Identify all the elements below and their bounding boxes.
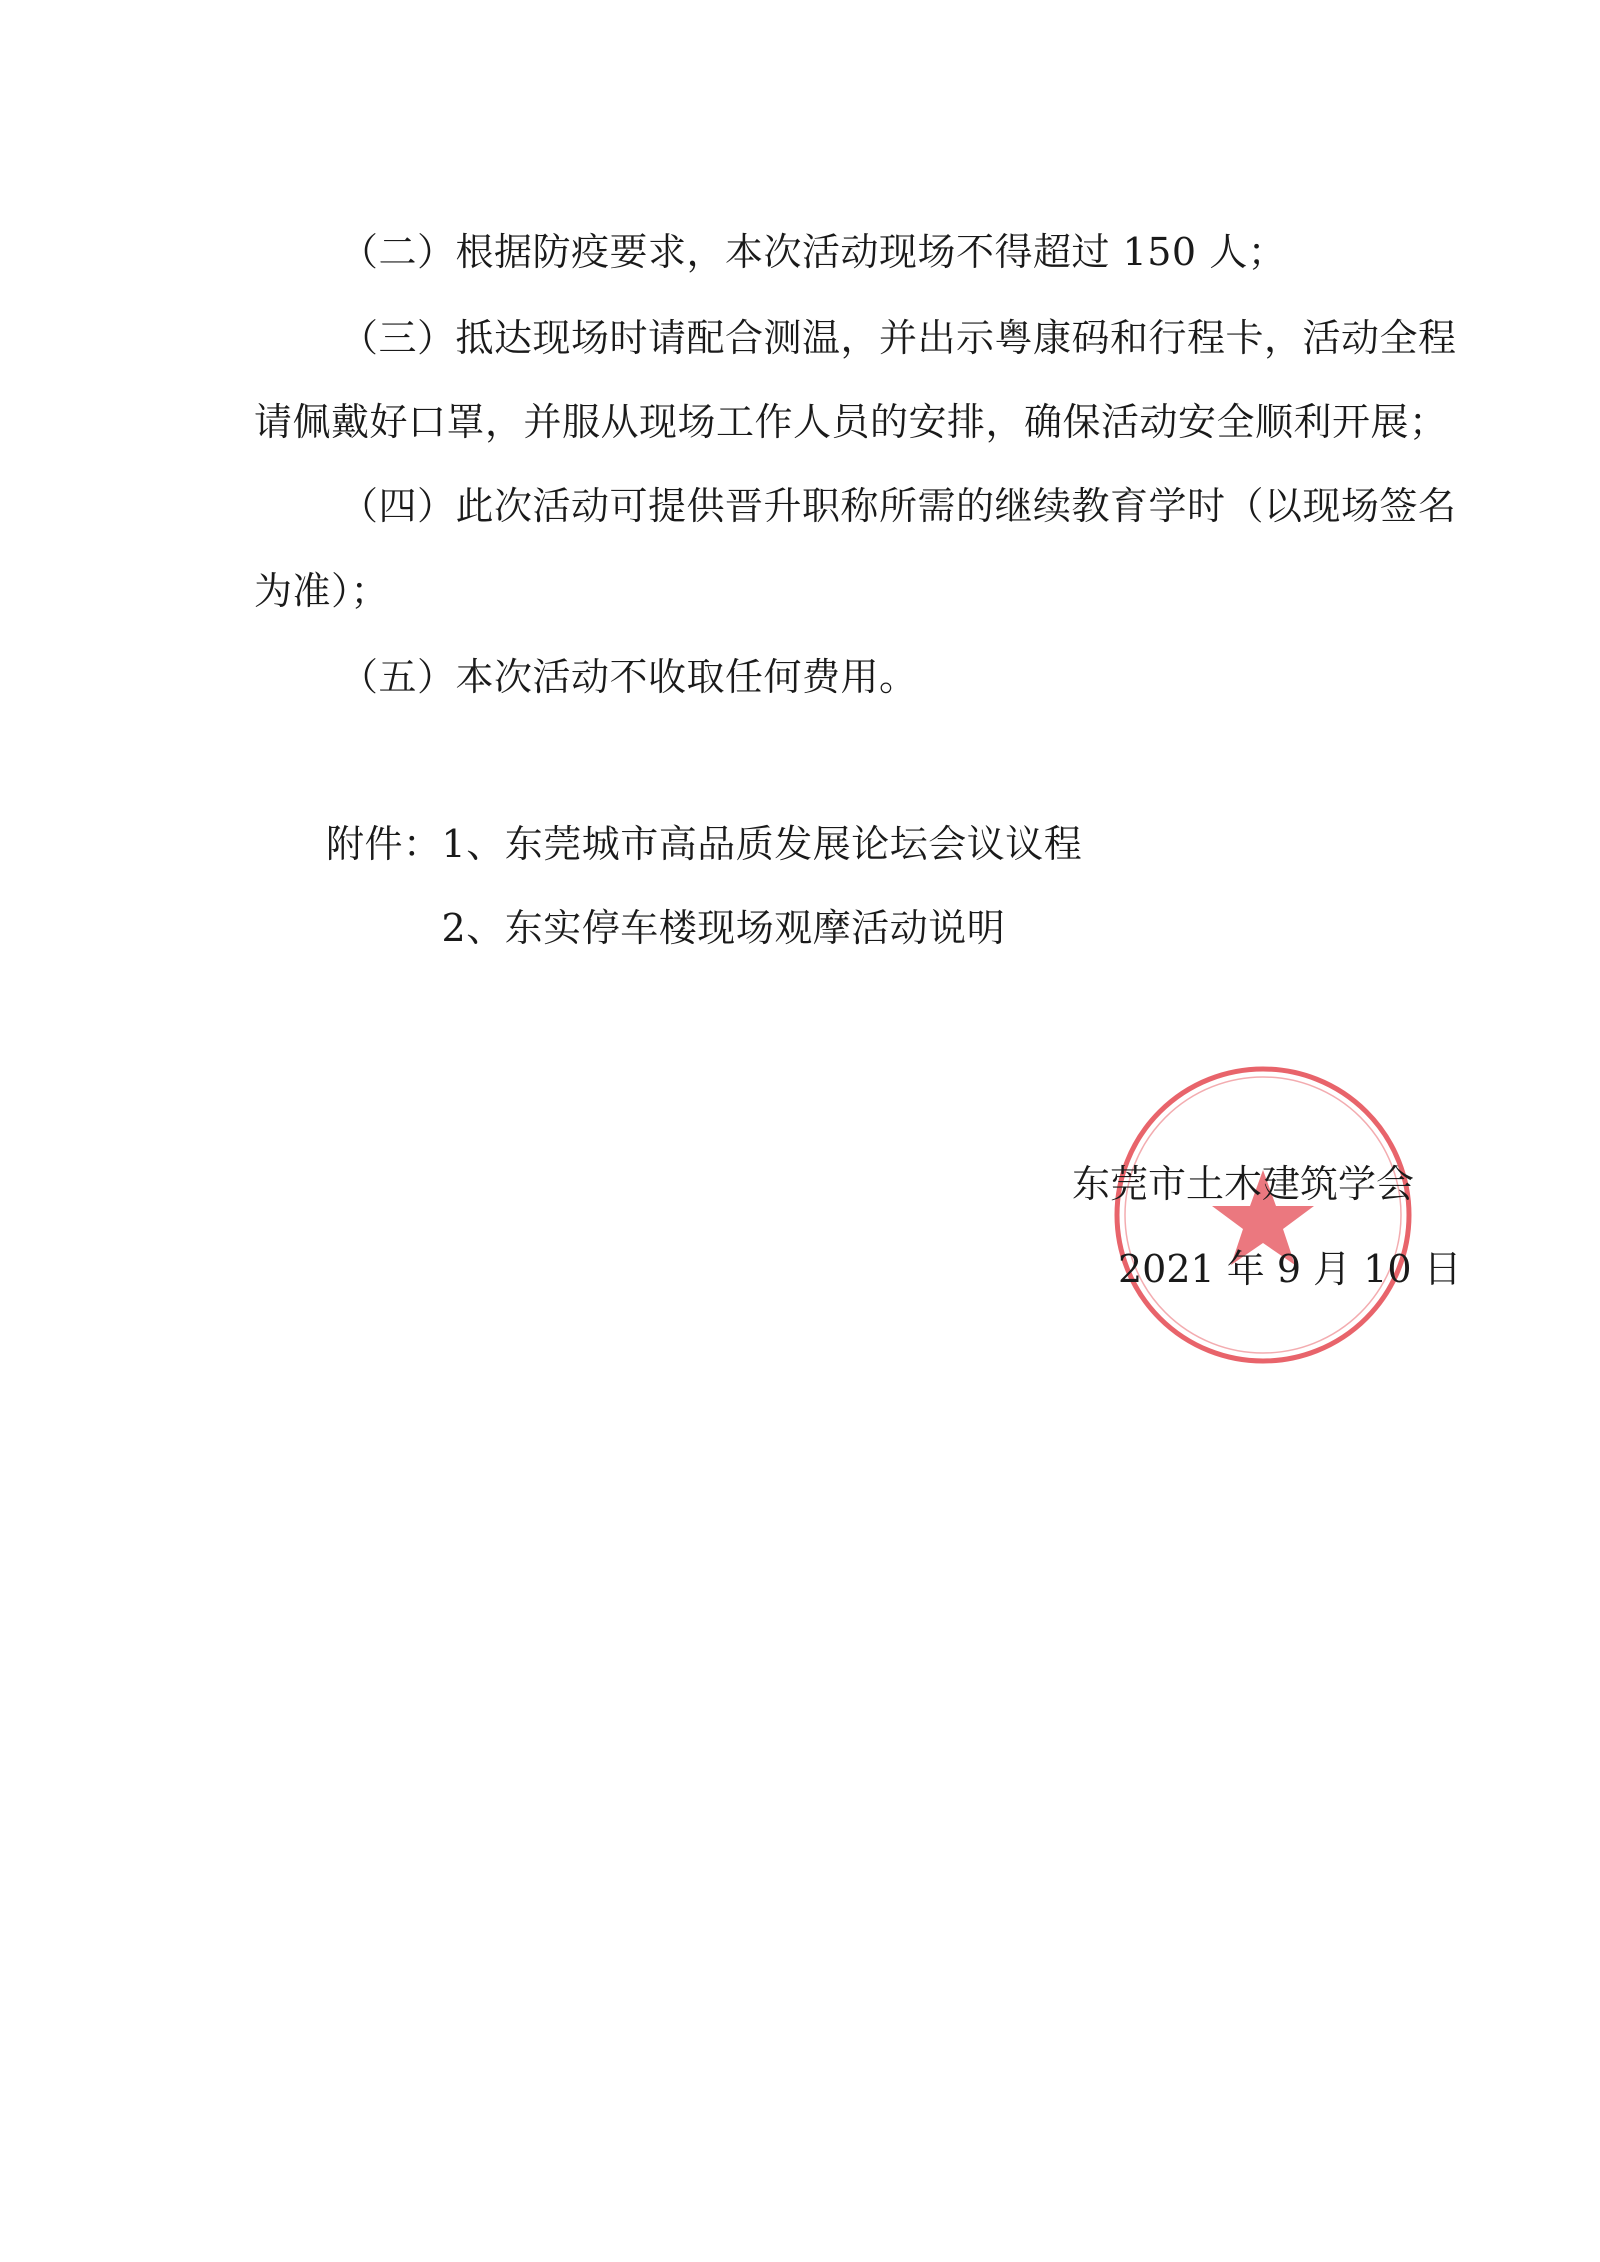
official-seal bbox=[1108, 1060, 1418, 1370]
attachment-row-1 bbox=[326, 821, 1082, 867]
attachments-label: 附件： bbox=[326, 822, 442, 866]
item-4-line-1: （四）此次活动可提供晋升职称所需的继续教育学时（以现场签名 bbox=[340, 484, 1457, 528]
item-3-line-2: 请佩戴好口罩，并服从现场工作人员的安排，确保活动安全顺利开展； bbox=[254, 400, 1448, 444]
item-2: （二）根据防疫要求，本次活动现场不得超过 150 人； bbox=[340, 230, 1287, 274]
attachment-item-1: 1、东莞城市高品质发展论坛会议议程 bbox=[441, 822, 1083, 866]
attachments bbox=[326, 821, 1082, 951]
attachment-row-2 bbox=[326, 905, 1082, 951]
item-3-line-1: （三）抵达现场时请配合测温，并出示粤康码和行程卡，活动全程 bbox=[340, 316, 1457, 360]
signature-organization: 东莞市土木建筑学会 bbox=[1072, 1162, 1415, 1206]
item-5: （五）本次活动不收取任何费用。 bbox=[340, 655, 918, 699]
signature-date: 2021 年 9 月 10 日 bbox=[1118, 1247, 1462, 1291]
item-4-line-2: 为准）； bbox=[254, 569, 390, 613]
attachment-item-2: 2、东实停车楼现场观摩活动说明 bbox=[441, 906, 1006, 950]
